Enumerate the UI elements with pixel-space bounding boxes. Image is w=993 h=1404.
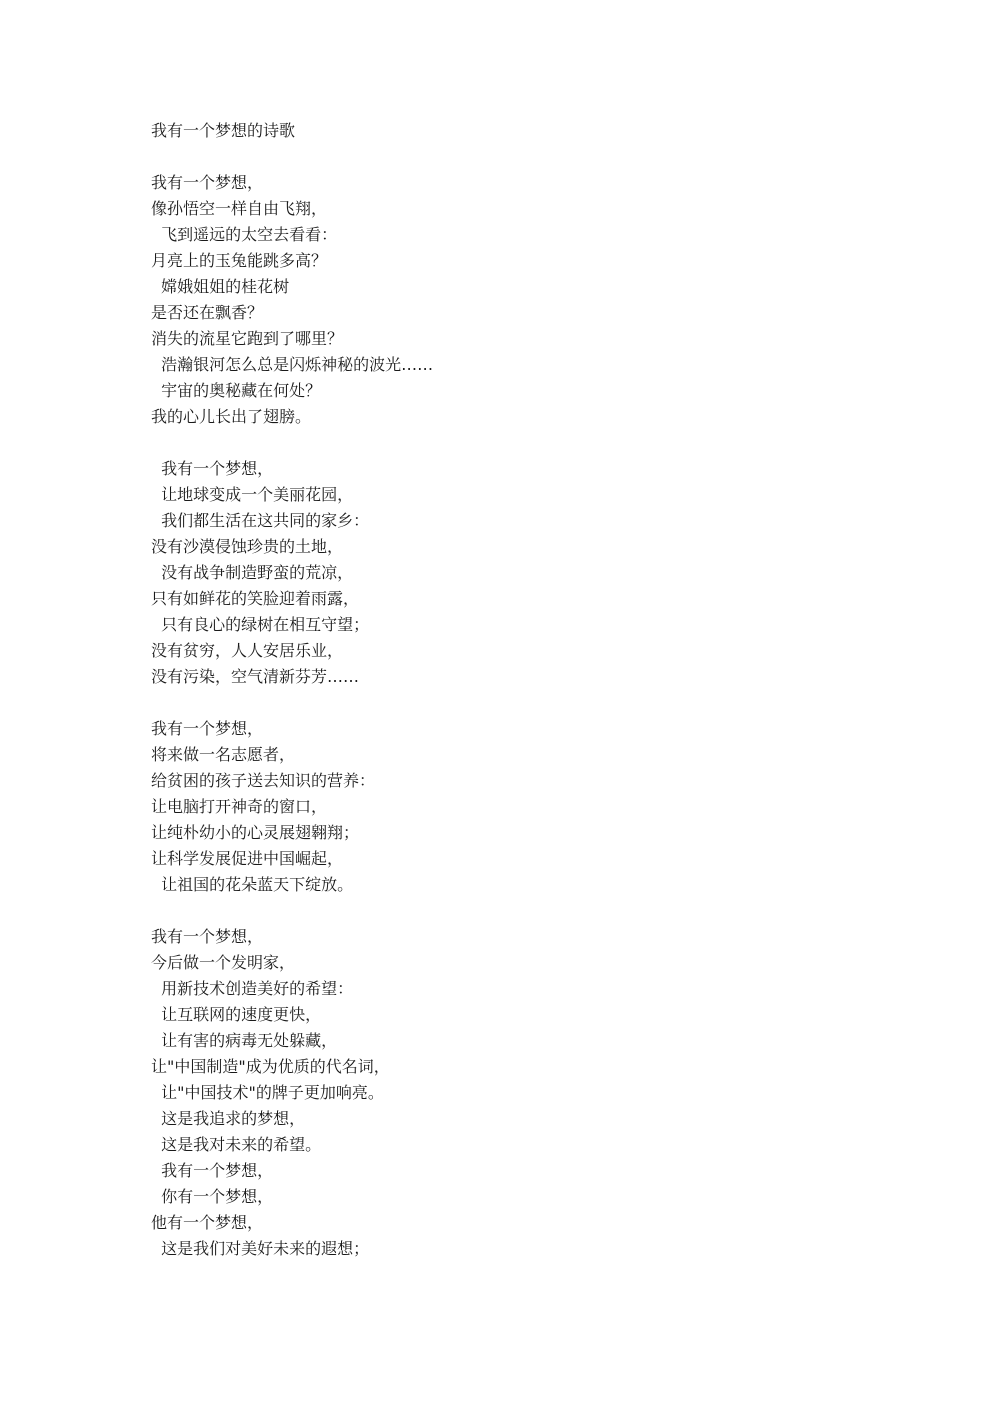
poem-line: 消失的流星它跑到了哪里？ bbox=[151, 329, 344, 348]
poem-line: 你有一个梦想， bbox=[151, 1187, 274, 1206]
poem-line: 只有如鲜花的笑脸迎着雨露， bbox=[151, 589, 360, 608]
poem-line: 让"中国技术"的牌子更加响亮。 bbox=[151, 1083, 384, 1102]
poem-line: 让纯朴幼小的心灵展翅翱翔； bbox=[151, 823, 360, 842]
poem-line: 月亮上的玉兔能跳多高？ bbox=[151, 251, 328, 270]
poem-line: 浩瀚银河怎么总是闪烁神秘的波光…… bbox=[151, 355, 434, 374]
poem-line: 飞到遥远的太空去看看： bbox=[151, 225, 338, 244]
poem-line: 像孙悟空一样自由飞翔， bbox=[151, 199, 328, 218]
poem-line: 这是我对未来的希望。 bbox=[151, 1135, 322, 1154]
poem-line: 我有一个梦想， bbox=[151, 719, 264, 738]
poem-line: 让科学发展促进中国崛起， bbox=[151, 849, 344, 868]
stanza-spacer bbox=[151, 430, 851, 456]
poem-line: 今后做一个发明家， bbox=[151, 953, 296, 972]
poem-line: 将来做一名志愿者， bbox=[151, 745, 296, 764]
stanza-1 bbox=[151, 170, 851, 430]
poem-line: 没有贫穷，人人安居乐业， bbox=[151, 641, 344, 660]
poem-line: 让祖国的花朵蓝天下绽放。 bbox=[151, 875, 354, 894]
stanza-2 bbox=[151, 456, 851, 690]
poem-line: 这是我追求的梦想， bbox=[151, 1109, 306, 1128]
poem-line: 我有一个梦想， bbox=[151, 927, 264, 946]
poem-line: 宇宙的奥秘藏在何处？ bbox=[151, 381, 322, 400]
spacer bbox=[151, 144, 851, 170]
poem-line: 用新技术创造美好的希望： bbox=[151, 979, 354, 998]
poem-line: 我有一个梦想， bbox=[151, 173, 264, 192]
stanza-spacer bbox=[151, 690, 851, 716]
poem-line: 没有沙漠侵蚀珍贵的土地， bbox=[151, 537, 344, 556]
poem-line: 只有良心的绿树在相互守望； bbox=[151, 615, 370, 634]
poem-line: 给贫困的孩子送去知识的营养： bbox=[151, 771, 376, 790]
poem-line: 嫦娥姐姐的桂花树 bbox=[151, 277, 290, 296]
stanza-spacer bbox=[151, 898, 851, 924]
poem-line: 我有一个梦想， bbox=[151, 1161, 274, 1180]
stanza-4 bbox=[151, 924, 851, 1262]
poem-body bbox=[151, 118, 851, 1262]
poem-line: 是否还在飘香？ bbox=[151, 303, 264, 322]
poem-line: 我们都生活在这共同的家乡： bbox=[151, 511, 370, 530]
poem-line: 我有一个梦想， bbox=[151, 459, 274, 478]
stanza-3 bbox=[151, 716, 851, 898]
poem-line: 我的心儿长出了翅膀。 bbox=[151, 407, 312, 426]
poem-line: 他有一个梦想， bbox=[151, 1213, 264, 1232]
poem-line: 让"中国制造"成为优质的代名词， bbox=[151, 1057, 390, 1076]
poem-line: 让地球变成一个美丽花园， bbox=[151, 485, 354, 504]
poem-line: 让电脑打开神奇的窗口， bbox=[151, 797, 328, 816]
poem-line: 让互联网的速度更快， bbox=[151, 1005, 322, 1024]
page-title: 我有一个梦想的诗歌 bbox=[151, 121, 296, 140]
poem-line: 没有战争制造野蛮的荒凉， bbox=[151, 563, 354, 582]
poem-line: 让有害的病毒无处躲藏， bbox=[151, 1031, 338, 1050]
poem-line: 这是我们对美好未来的遐想； bbox=[151, 1239, 370, 1258]
poem-line: 没有污染，空气清新芬芳…… bbox=[151, 667, 360, 686]
